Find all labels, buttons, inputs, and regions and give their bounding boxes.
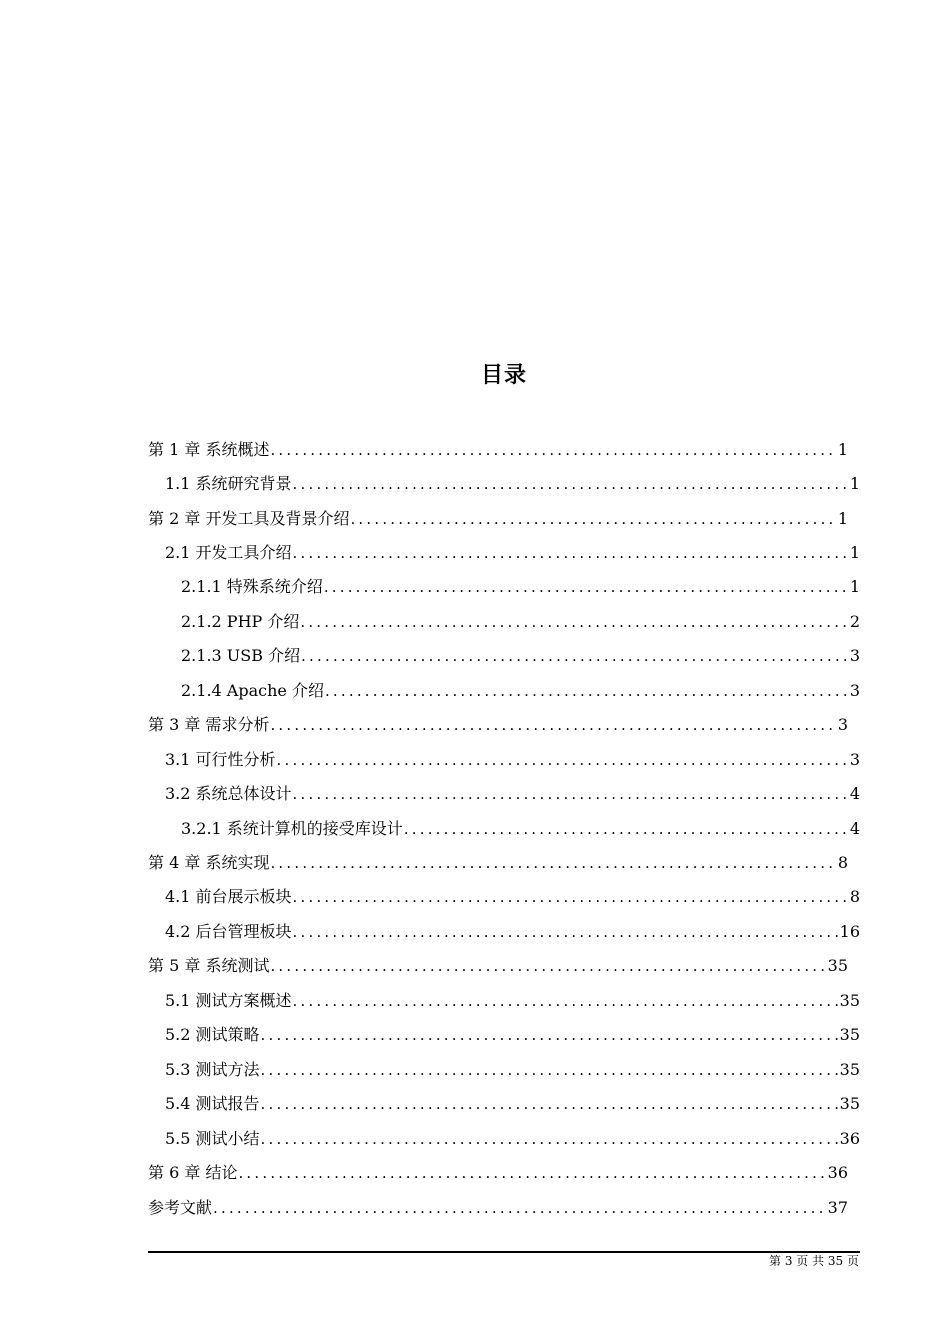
toc-leader-dots [299, 612, 848, 632]
toc-entry-label: 第 4 章 系统实现 [148, 853, 270, 872]
toc-entry-5-3[interactable] [165, 1056, 860, 1080]
toc-entry-label: 4.2 后台管理板块 [165, 922, 292, 941]
toc-entry-label: 第 5 章 系统测试 [148, 956, 270, 975]
toc-entry-label: 2.1 开发工具介绍 [165, 543, 292, 562]
toc-entry-page: 35 [839, 991, 860, 1010]
toc-entry-page: 1 [849, 543, 860, 562]
toc-entry-chapter-5[interactable] [148, 952, 848, 976]
toc-entry-chapter-4[interactable] [148, 849, 848, 873]
toc-entry-4-1[interactable] [165, 883, 860, 907]
toc-entry-label: 3.1 可行性分析 [165, 750, 276, 769]
toc-leader-dots [269, 440, 836, 460]
toc-leader-dots [292, 887, 849, 907]
toc-entry-page: 35 [827, 956, 848, 975]
footer-divider [148, 1251, 860, 1253]
toc-leader-dots [269, 715, 836, 735]
toc-leader-dots [260, 1025, 839, 1045]
toc-entry-label: 第 2 章 开发工具及背景介绍 [148, 509, 350, 528]
toc-leader-dots [292, 922, 839, 942]
toc-entry-chapter-3[interactable] [148, 711, 848, 735]
toc-entry-5-4[interactable] [165, 1090, 860, 1114]
footer-page-number: 第 3 页 共 35 页 [769, 1254, 859, 1268]
toc-leader-dots [292, 543, 849, 563]
toc-entry-page: 1 [837, 509, 848, 528]
toc-leader-dots [292, 784, 849, 804]
toc-entry-label: 1.1 系统研究背景 [165, 474, 292, 493]
toc-entry-references[interactable] [148, 1194, 848, 1218]
toc-entry-label: 参考文献 [148, 1198, 213, 1217]
toc-entry-page: 1 [849, 577, 860, 596]
toc-entry-chapter-1[interactable] [148, 436, 848, 460]
toc-entry-5-5[interactable] [165, 1125, 860, 1149]
toc-entry-3-1[interactable] [165, 746, 860, 770]
page-title: 目录 [480, 363, 527, 388]
toc-entry-1-1[interactable] [165, 470, 860, 494]
toc-leader-dots [323, 577, 849, 597]
toc-entry-page: 16 [839, 922, 860, 941]
toc-entry-label: 4.1 前台展示板块 [165, 887, 292, 906]
toc-entry-page: 3 [849, 750, 860, 769]
toc-entry-page: 37 [827, 1198, 848, 1217]
toc-entry-4-2[interactable] [165, 918, 860, 942]
toc-entry-2-1[interactable] [165, 539, 860, 563]
toc-leader-dots [403, 819, 849, 839]
toc-entry-page: 1 [837, 440, 848, 459]
toc-leader-dots [269, 956, 826, 976]
toc-leader-dots [269, 853, 836, 873]
toc-leader-dots [212, 1198, 827, 1218]
toc-entry-2-1-4[interactable] [181, 677, 860, 701]
toc-entry-page: 8 [837, 853, 848, 872]
toc-entry-2-1-2[interactable] [181, 608, 860, 632]
toc-leader-dots [260, 1129, 839, 1149]
toc-leader-dots [292, 991, 839, 1011]
toc-entry-page: 3 [849, 646, 860, 665]
toc-entry-page: 36 [827, 1163, 848, 1182]
toc-leader-dots [237, 1163, 826, 1183]
toc-entry-page: 4 [849, 784, 860, 803]
toc-entry-page: 8 [849, 887, 860, 906]
toc-entry-2-1-3[interactable] [181, 642, 860, 666]
toc-entry-label: 2.1.1 特殊系统介绍 [181, 577, 323, 596]
toc-leader-dots [260, 1060, 839, 1080]
toc-entry-label: 第 3 章 需求分析 [148, 715, 270, 734]
toc-entry-chapter-2[interactable] [148, 505, 848, 529]
toc-leader-dots [300, 646, 849, 666]
toc-entry-page: 4 [849, 819, 860, 838]
toc-entry-page: 36 [839, 1129, 860, 1148]
toc-entry-2-1-1[interactable] [181, 573, 860, 597]
toc-entry-page: 1 [849, 474, 860, 493]
toc-leader-dots [260, 1094, 839, 1114]
toc-entry-label: 2.1.4 Apache 介绍 [181, 681, 324, 700]
toc-entry-label: 5.3 测试方法 [165, 1060, 260, 1079]
toc-entry-page: 35 [839, 1025, 860, 1044]
toc-entry-5-1[interactable] [165, 987, 860, 1011]
toc-entry-page: 3 [837, 715, 848, 734]
toc-entry-label: 第 1 章 系统概述 [148, 440, 270, 459]
toc-leader-dots [292, 474, 849, 494]
toc-leader-dots [276, 750, 849, 770]
toc-entry-label: 5.1 测试方案概述 [165, 991, 292, 1010]
toc-leader-dots [349, 509, 836, 529]
toc-entry-page: 2 [849, 612, 860, 631]
toc-entry-chapter-6[interactable] [148, 1159, 848, 1183]
toc-entry-3-2-1[interactable] [181, 815, 860, 839]
toc-entry-3-2[interactable] [165, 780, 860, 804]
toc-entry-label: 2.1.2 PHP 介绍 [181, 612, 300, 631]
toc-entry-label: 第 6 章 结论 [148, 1163, 238, 1182]
toc-leader-dots [324, 681, 849, 701]
toc-entry-label: 2.1.3 USB 介绍 [181, 646, 301, 665]
toc-entry-label: 5.5 测试小结 [165, 1129, 260, 1148]
toc-entry-page: 3 [849, 681, 860, 700]
toc-entry-5-2[interactable] [165, 1021, 860, 1045]
toc-entry-page: 35 [839, 1094, 860, 1113]
toc-entry-label: 3.2.1 系统计算机的接受库设计 [181, 819, 403, 838]
toc-entry-label: 5.4 测试报告 [165, 1094, 260, 1113]
toc-entry-page: 35 [839, 1060, 860, 1079]
toc-entry-label: 3.2 系统总体设计 [165, 784, 292, 803]
toc-entry-label: 5.2 测试策略 [165, 1025, 260, 1044]
